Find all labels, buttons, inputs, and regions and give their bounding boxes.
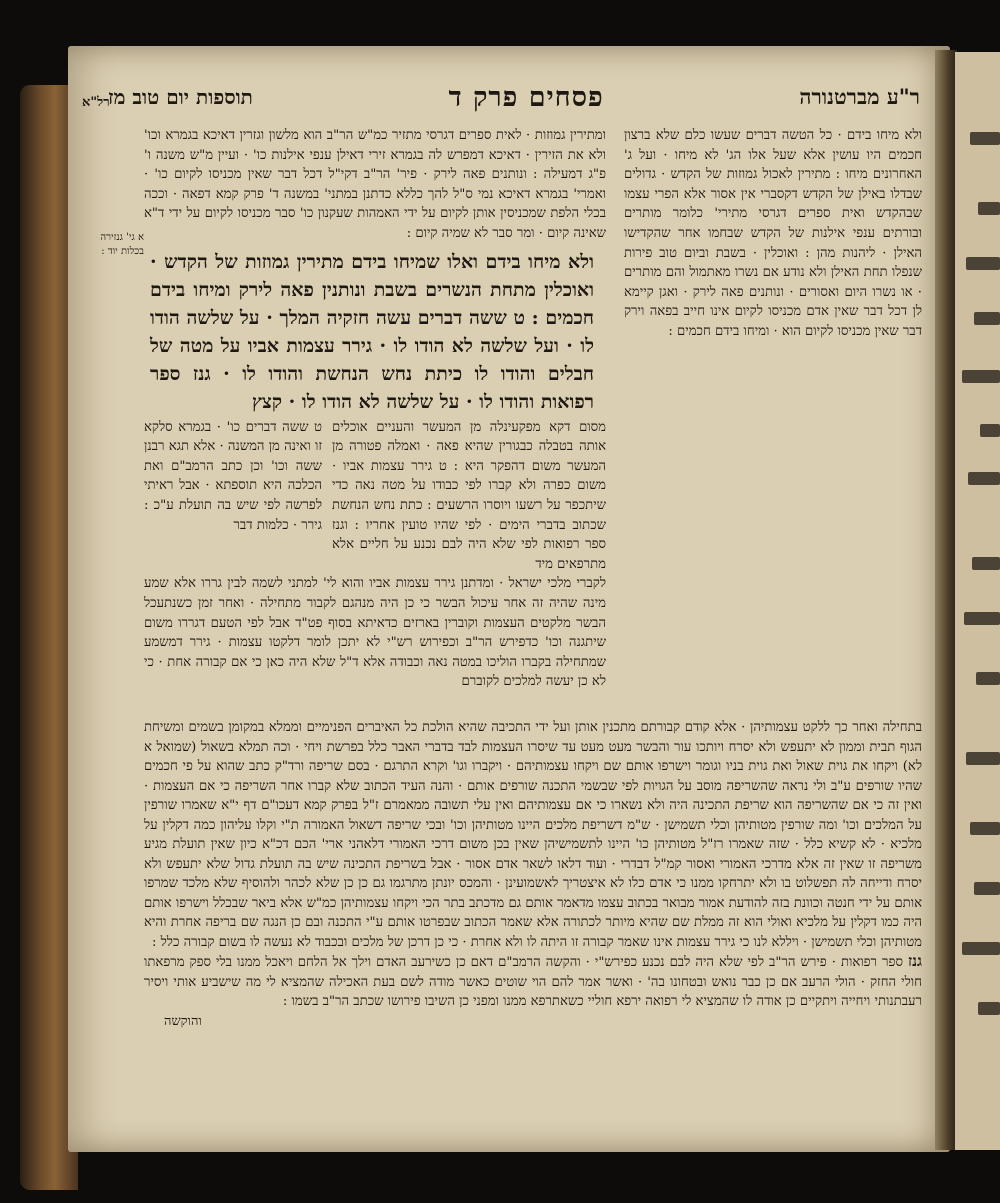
facing-text-fragment	[974, 882, 1000, 895]
running-header	[108, 81, 920, 113]
page-gutter	[935, 50, 957, 1150]
header-tractate-chapter: פסחים פרק ד	[448, 81, 604, 113]
facing-text-fragment	[962, 942, 1000, 955]
facing-text-fragment	[978, 202, 1000, 215]
margin-note-2: בכלות יוד :	[101, 246, 144, 257]
last-paragraph-text: ספר רפואות · פירש הר"ב לפי שלא היה לבם נכנע כפירש"י · והקשה הרמב"ם דאם כן כשירעב האדם וילך אל הלחם ויאכל ממנו בלי ספק מרפאתו חולי החזק · הולי הרעב אם כן כבר נואש ובטחונו בה' · ואשר אמר להם הוי שוטים כאשר מודה לשם בעת האכילה שהמציא לי מה שישביע אותי ויסיר רעבתנותי ויחייה ויתקיים כן אודה לו שהמציא לי רפואה ירפא חוליי כשאתרפא ממנו ומפני כן השיבו פירושו שכתב הר"ב בשמו :	[144, 955, 922, 1009]
facing-text-fragment	[980, 424, 1000, 437]
facing-text-fragment	[970, 132, 1000, 145]
facing-text-fragment	[966, 257, 1000, 270]
facing-text-fragment	[976, 672, 1000, 685]
split-commentary	[144, 418, 606, 575]
facing-text-fragment	[972, 557, 1000, 570]
facing-text-fragment	[968, 472, 1000, 485]
bartenura-column	[624, 126, 922, 646]
paragraph-lead-word: גנז	[907, 952, 922, 970]
facing-text-fragment	[974, 312, 1000, 325]
page-content	[68, 46, 950, 1152]
book-page	[68, 46, 950, 1152]
mishnah-text: ולא מיחו בידם ואלו שמיחו בידם מתירין גמוזות של הקדש · ואוכלין מתחת הנשרים בשבת ונותנין פאה לירק ומיחו בידם חכמים : ט ששה דברים עשה חזקיה המלך · על שלשה הודו לו · ועל שלשה לא הודו לו · גירר עצמות אביו על מטה של חבלים והודו לו כיתת נחש הנחשת והודו לו · גנז ספר רפואות והודו לו · על שלשה לא הודו לו · קצץ	[150, 250, 594, 413]
bartenura-continuation: מסום דקא מפקעינלה מן המעשר והעניים אוכלים אותה בטבלה כבגורין שהיא פאה · ואמלה פטורה מן המעשר משום דהפקר היא : ט גירר עצמות אביו · משום כפרה ולא קברו לפי כבודו על מטה נאה כדי שיתכפר על רשעו ויוסרו הרשעים : כתת נחש הנחשת שכתוב בדברי הימים · לפי שהיו טועין אחריו : וגנז ספר רפואות לפי שלא היה לבם נכנע על חליים אלא מתרפאים מיד	[332, 419, 606, 572]
facing-text-fragment	[966, 752, 1000, 765]
margin-note-1: א גי' גנזירה	[100, 232, 144, 243]
header-commentary-title: ר"ע מברטנורה	[799, 84, 920, 109]
bartenura-text: ולא מיחו בידם · כל הטשה דברים שעשו כלם שלא ברצון חכמים היו עושין אלא שעל אלו הג' לא מיחו · ועל ג' האחרונים מיחו : מתירין לאכול גמוזות של הקדש · גדולים שבדלו באילן של הקדש דקסברי אין אסור אלא הפרי עצמו שבהקדש ואית ספרים דגרסי מתירי' כלומר מותרים ובורתים ענפי אילנות של הקדש שבחמו אחר שהקדישו האילן · ליהנות מהן : ואוכלין · בשבת וביום טוב פירות שנפלו תחת האילן ולא נודע אם נשרו מאתמול והם מותרים · או נשרו היום ואסורים · ונותנים פאה לירק · ואגן קיימא לן דכל דבר שאין אדם מכניסו לקיום אינו חייב בפאה וירק דבר שאין מכניסו לקיום הוא · ומיחו בידם חכמים :	[624, 128, 922, 339]
full-width-text: בתחילה ואחר כך ללקט עצמותיהן · אלא קודם קבורתם מתכנין אותן ועל ידי התכיבה שהיא הולכת כל האיברים הפנימיים וממלא במקומן בשמים ומשיחת הגוף תבית וממון לא יתעפש ולא יסרח ויותכו עור והבשר מעט מעט עד שיסרו העצמות לבד בדברי האבר כלל בפרשת ויחי · וכה תמלא בשאול (שמואל א לא) ויקחו את גוית שאול ואת גוית בניו וגומר וישרפו אותם שם ויקחו עצמותיהם · ויקברו וגו' וקרא התרגם · בסם שריפה ורד"ק כתב שהוא על פי חכמים שהיו שורפים ע"ב ולי נראה שהשריפה מוסב על הגויות לפי שבשמי התכנה שורפים אותם · והנה העיד הכתוב שלא קברו אחר השריפה כי אם העצמות · ואין זה כי אם שהשריפה הוא שריפת התכינה היה ולא נשארו כי אם עצמותיהם ואין עלי תשובה ממאמרם ז"ל בפרק קמא דעכו"ם דף י"א שאמרו שורפין על המלכים וכו' ומה שורפין מטותיהן וכלי תשמישן · ש"מ דשריפת מלכים היינו מטותיהן וכו' ובכי שריפה דשאול האמורה ת"י וקלו עליהון כמה דקלין על מלכיא · לא קשיא כלל · שזה שאמרו רז"ל מטותיהן כו' היינו לתשמישיהן שאין בכן משום דרכי האמורי דלאהני ארי' הכם דכ"א כיון שאין תועלת מגיע משריפה זו שאין זה אלא מדרכי האמורי ואסור קמ"ל דבדרי · ועוד דלאו לשאר אדם אסור · אבל בשריפת התכינה שיש בה תועלת גדול שלא יתעפש ולא יסרח ודייחה לה תפשלוט בו ולא יתרחקו ממנו כי אדם כלו לא איצטריך לאשמועינן · והמכס יונתן מתרגמו גם כן כן שלא לכהר ולהוסיף שלא מלכד שמרפו אותם על ידי חנטה וכוונת בזה להודעת אמור מבואר בכתוב עצמו מדאמר אותם גם מדכתב בתר הכי ויקחו עצמותיהן כמ"ש אלא ביאר שבכלל וישרפו אותם היה כמו דקלין על מלכיא ואולי הוא זה ממלת שם שהיא מיותר לכתורה אלא שאמר הכתוב שבפרטו אותם ע"י התכנה ובם כן הנגה שם בריפה אחרת והיא מטותיהן וכלי תשמישן · ויללא לנו כי גירר עצמות אינו שאמר קבורה זו היתה לו ולא אחרת · כי כן דרכן של מלכים ובכבוד לא נעשה לו בשום קבורה כלל :	[144, 720, 922, 950]
facing-text-fragment	[962, 370, 1000, 383]
tosafot-top-text: ומתירין גמוזות · לאית ספרים דגרסי מתזיר כמ"ש הר"ב הוא מלשון וגזרין דאיכא בגמרא וכו' ולא את הזירין · דאיכא דמפרש לה בגמרא זירי דאילן ענפי אילנות כו' · ועיין מ"ש משנה ו' פ"ג דמעילה : ונותנים פאה לירק · פיר' הר"ב דקי"ל דכל דבר שאין מכניסו לקיום כו' · ואמרי' בגמרא דאיכא נמי ס"ל להך כללא כדתנן במתני' במשנה ד' פרק קמא דפאה · וככה בכלי הלפת שמכניסין אותן לקיום על ידי האמהות שעקנון כו' סבר מכניסו לקיום על ידי ד"א שאינה קיום · ומר סבר לא שמיה קיום :	[144, 128, 606, 241]
tosafot-continuation: לקברי מלכי ישראל · ומדתנן גירר עצמות אביו והוא לי' למתני לשמה לבין גררו אלא שמע מינה שהיה זה אחר עיכול הבשר כי כן היה מנהגם לקבור מתחילה · ואחר זמן כשנתעכל הבשר מלקטים העצמות וקוברין בארזים כדאיתא בסוף פט"ד אבל לפי הטעם דגררו משום שיתגנה וכו' כדפירש הר"ב וכפירוש רש"י לא יתכן לומר דלקטו עצמות · גירר דמשמע שמתחילה בקברו הוליכו במטה נאה וכבודה אלא ד"ל שלא היה כאן כי אם קבורה אחת · כי לא כן יעשה למלכים לקוברם	[144, 576, 606, 690]
facing-text-fragment	[970, 822, 1000, 835]
catchword: והוקשה	[164, 1013, 202, 1029]
facing-text-fragment	[978, 1002, 1000, 1015]
full-width-commentary	[144, 718, 922, 1031]
margin-notes	[78, 231, 144, 259]
tosafot-side-note: ט ששה דברים כו' · בגמרא סלקא זו ואינה מן המשנה · אלא תגא רבנן ששה וכו' וכן כתב הרמב"ם ואת הכלכה היא תוספתא · אבל ראיתי לפרשה לפי שיש בה תועלת ע"כ : גירר · כלמות דבר	[144, 419, 322, 533]
facing-text-fragment	[964, 612, 1000, 625]
header-tosafot-title: תוספות יום טוב מז	[108, 84, 253, 109]
folio-number: רל"א	[82, 95, 110, 110]
facing-page-edge	[955, 52, 1000, 1150]
